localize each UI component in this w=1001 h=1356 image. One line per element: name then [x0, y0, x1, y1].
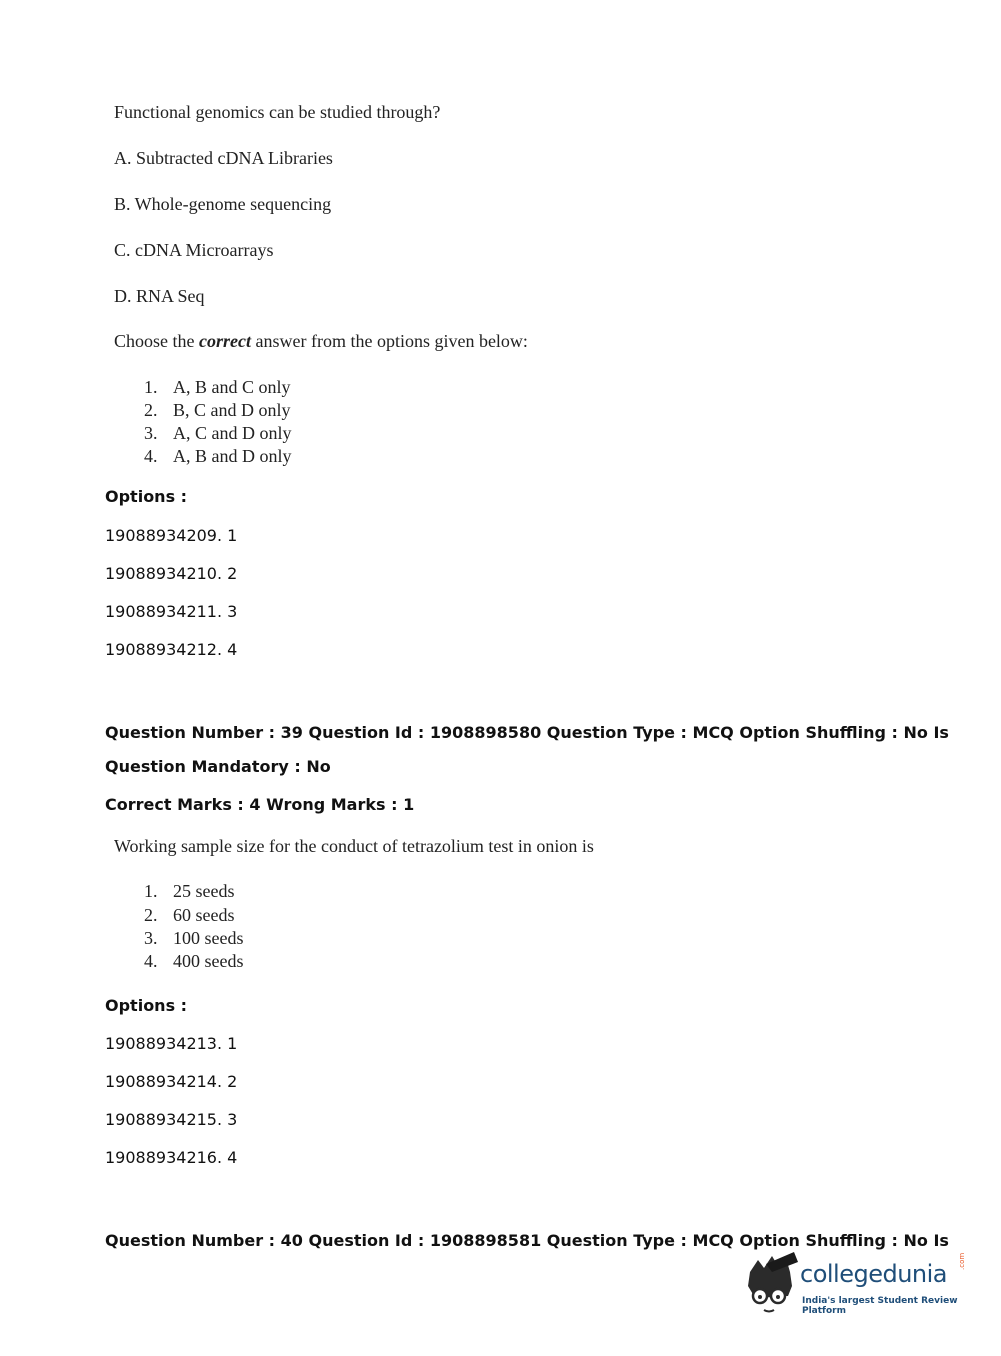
question-39-mandatory: Question Mandatory : No — [105, 757, 331, 776]
instruction-emphasis: correct — [199, 331, 251, 351]
statement-b: B. Whole-genome sequencing — [114, 194, 332, 214]
answer-instruction — [114, 331, 528, 352]
options-label: Options : — [105, 487, 188, 506]
choice-number: 1. — [144, 377, 158, 397]
question-40-header: Question Number : 40 Question Id : 1908898581 Question Type : MCQ Option Shuffling : No Is — [105, 1231, 949, 1250]
option-item: 19088934209. 1 — [105, 526, 238, 545]
choice-text: 60 seeds — [173, 905, 235, 925]
choice-text: 100 seeds — [173, 928, 244, 948]
statement-a: A. Subtracted cDNA Libraries — [114, 148, 333, 168]
option-item: 19088934211. 3 — [105, 602, 238, 621]
question-39-marks: Correct Marks : 4 Wrong Marks : 1 — [105, 795, 415, 814]
option-item: 19088934210. 2 — [105, 564, 238, 583]
choice-item — [144, 400, 291, 421]
choice-number: 4. — [144, 951, 158, 971]
choice-text: A, B and D only — [173, 446, 292, 466]
option-item: 19088934212. 4 — [105, 640, 238, 659]
statement-d: D. RNA Seq — [114, 286, 205, 306]
choice-item — [144, 881, 235, 902]
options-label: Options : — [105, 996, 188, 1015]
choice-item — [144, 928, 244, 949]
choice-number: 4. — [144, 446, 158, 466]
choice-item — [144, 905, 235, 926]
choice-item — [144, 446, 292, 467]
question-39-stem: Working sample size for the conduct of tetrazolium test in onion is — [114, 836, 594, 856]
choice-text: 25 seeds — [173, 881, 235, 901]
choice-number: 1. — [144, 881, 158, 901]
student-mascot-icon — [742, 1250, 800, 1320]
question-39-header: Question Number : 39 Question Id : 1908898580 Question Type : MCQ Option Shuffling : No Is — [105, 723, 949, 742]
logo-dotcom: .com — [958, 1252, 966, 1270]
choice-text: A, C and D only — [173, 423, 292, 443]
choice-text: B, C and D only — [173, 400, 291, 420]
choice-item — [144, 951, 244, 972]
choice-item — [144, 423, 292, 444]
option-item: 19088934214. 2 — [105, 1072, 238, 1091]
question-38-stem: Functional genomics can be studied through? — [114, 102, 441, 122]
collegedunia-logo — [742, 1250, 972, 1320]
statement-c: C. cDNA Microarrays — [114, 240, 274, 260]
choice-item — [144, 377, 291, 398]
choice-text: A, B and C only — [173, 377, 291, 397]
choice-number: 3. — [144, 423, 158, 443]
logo-tagline: India's largest Student Review Platform — [802, 1296, 958, 1316]
choice-text: 400 seeds — [173, 951, 244, 971]
instruction-text: answer from the options given below: — [250, 331, 528, 351]
choice-number: 2. — [144, 905, 158, 925]
logo-wordmark: collegedunia — [800, 1260, 948, 1288]
choice-number: 2. — [144, 400, 158, 420]
choice-number: 3. — [144, 928, 158, 948]
option-item: 19088934213. 1 — [105, 1034, 238, 1053]
option-item: 19088934216. 4 — [105, 1148, 238, 1167]
instruction-text: Choose the — [114, 331, 199, 351]
option-item: 19088934215. 3 — [105, 1110, 238, 1129]
